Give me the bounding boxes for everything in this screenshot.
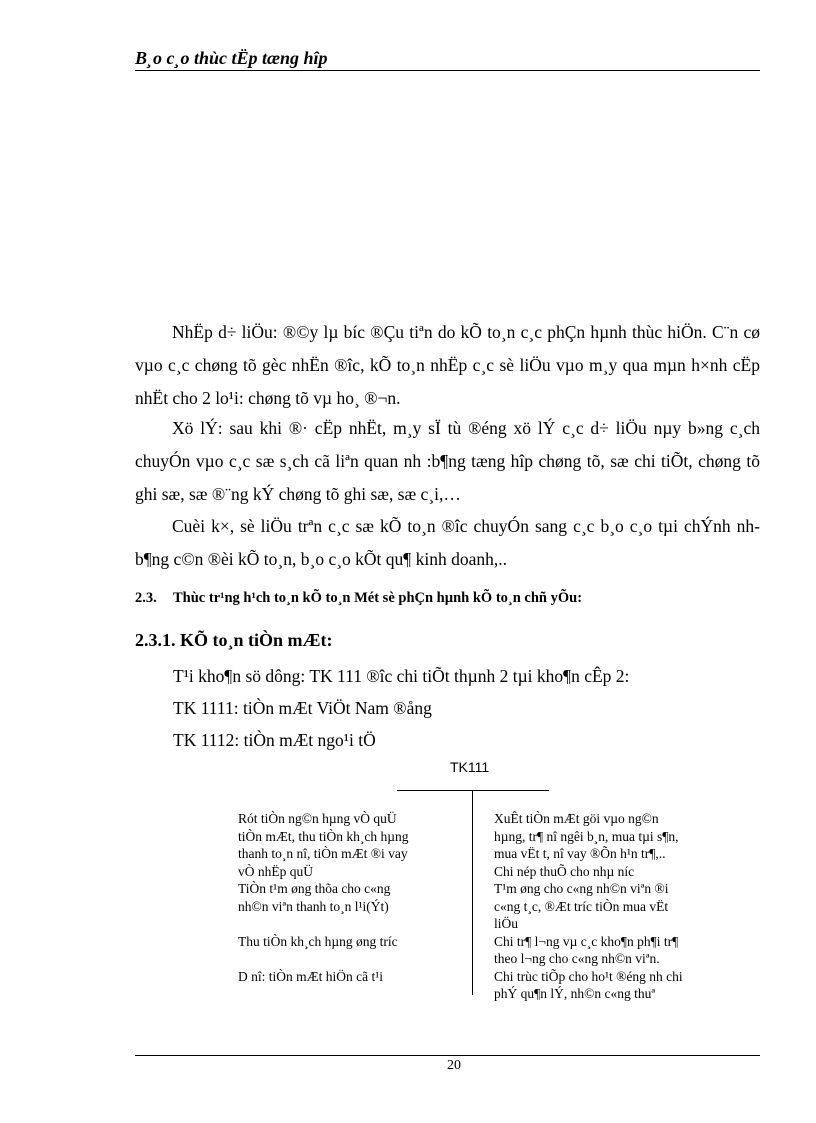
credit-line: Chi tr¶ l¬ng vµ c¸c kho¶n ph¶i tr¶ [494,933,679,949]
paragraph-text: Xö lÝ: sau khi ®· cËp nhËt, m¸y sÏ tù ®éng xö lÝ c¸c d÷ liÖu nµy b»ng c¸ch chuyÓn vµo c¸c sæ s¸ch cã liªn quan nh :b¶ng tæng hîp chøng tõ, sæ chi tiÕt, chøng tõ ghi sæ, sæ ®¨ng kÝ chøng tõ ghi sæ, sæ c¸i,… [135,418,760,504]
header-divider [135,70,760,71]
debit-line: nh©n viªn thanh to¸n l¹i(Ýt) [238,898,389,914]
credit-line: Chi nép thuÕ cho nhµ níc [494,863,635,879]
credit-line: Chi trùc tiÕp cho ho¹t ®éng nh chi [494,968,683,984]
account-line: TK 1112: tiÒn mÆt ngo¹i tÖ [173,730,376,750]
section-heading-2-3-1: 2.3.1. KÕ to¸n tiÒn mÆt: [135,630,333,650]
credit-line: liÖu [494,916,519,931]
paragraph-processing [135,412,760,511]
account-line: TK 1111: tiÒn mÆt ViÖt Nam ®ång [173,698,432,718]
paragraph-data-entry [135,316,760,415]
credit-line: c«ng t¸c, ®Æt tríc tiÒn mua vËt [494,898,669,914]
debit-line [238,950,466,968]
t-account-title: TK111 [450,759,490,775]
t-account-debit-column [238,810,466,985]
t-account-vertical-line [472,790,473,995]
credit-line: hµng, tr¶ nî ngêi b¸n, mua tµi s¶n, [494,828,679,844]
credit-line: phÝ qu¶n lÝ, nh©n c«ng thuª [494,986,656,1001]
account-line: T¹i kho¶n sö dông: TK 111 ®îc chi tiÕt thµnh 2 tµi kho¶n cÊp 2: [173,666,630,686]
t-account-horizontal-line [397,790,549,791]
credit-line: XuÊt tiÒn mÆt göi vµo ng©n [494,811,659,826]
paragraph-period-end [135,510,760,576]
debit-line: tiÒn mÆt, thu tiÒn kh¸ch hµng [238,828,409,844]
t-account-credit-column [494,810,754,1001]
section-title: Thùc tr¹ng h¹ch to¸n kÕ to¸n Mét sè phÇn hµnh kÕ to¸n chñ yÕu: [173,590,583,606]
credit-line: theo l¬ng cho c«ng nh©n viªn. [494,951,660,966]
debit-line: TiÒn t¹m øng thõa cho c«ng [238,881,391,896]
credit-line: mua vËt t, nî vay ®Õn h¹n tr¶,.. [494,846,666,861]
debit-line: D nî: tiÒn mÆt hiÖn cã t¹i [238,968,384,984]
debit-line: Rót tiÒn ng©n hµng vÒ quÜ [238,811,397,826]
header-title: B¸o c¸o thùc tËp tæng hîp [135,48,328,68]
section-heading-2-3 [135,590,582,607]
footer-divider [135,1055,760,1056]
debit-line [238,915,466,933]
paragraph-text: Cuèi k×, sè liÖu trªn c¸c sæ kÕ to¸n ®îc chuyÓn sang c¸c b¸o c¸o tµi chÝnh nh b¶ng c©n ®èi kÕ to¸n, b¸o c¸o kÕt qu¶ kinh doanh,.. [135,516,760,569]
page-number: 20 [447,1058,461,1073]
debit-line: thanh to¸n nî, tiÒn mÆt ®i vay [238,846,408,861]
debit-line: vÒ nhËp quÜ [238,863,313,879]
section-number: 2.3. [135,590,157,606]
credit-line: T¹m øng cho c«ng nh©n viªn ®i [494,881,669,896]
paragraph-text: NhËp d÷ liÖu: ®©y lµ bíc ®Çu tiªn do kÕ to¸n c¸c phÇn hµnh thùc hiÖn. C¨n cø vµo c¸c chøng tõ gèc nhËn ®îc, kÕ to¸n nhËp c¸c sè liÖu vµo m¸y qua mµn h×nh cËp nhËt cho 2 lo¹i: chøng tõ vµ ho¸ ®¬n. [135,322,760,408]
debit-line: Thu tiÒn kh¸ch hµng øng tríc [238,933,398,949]
